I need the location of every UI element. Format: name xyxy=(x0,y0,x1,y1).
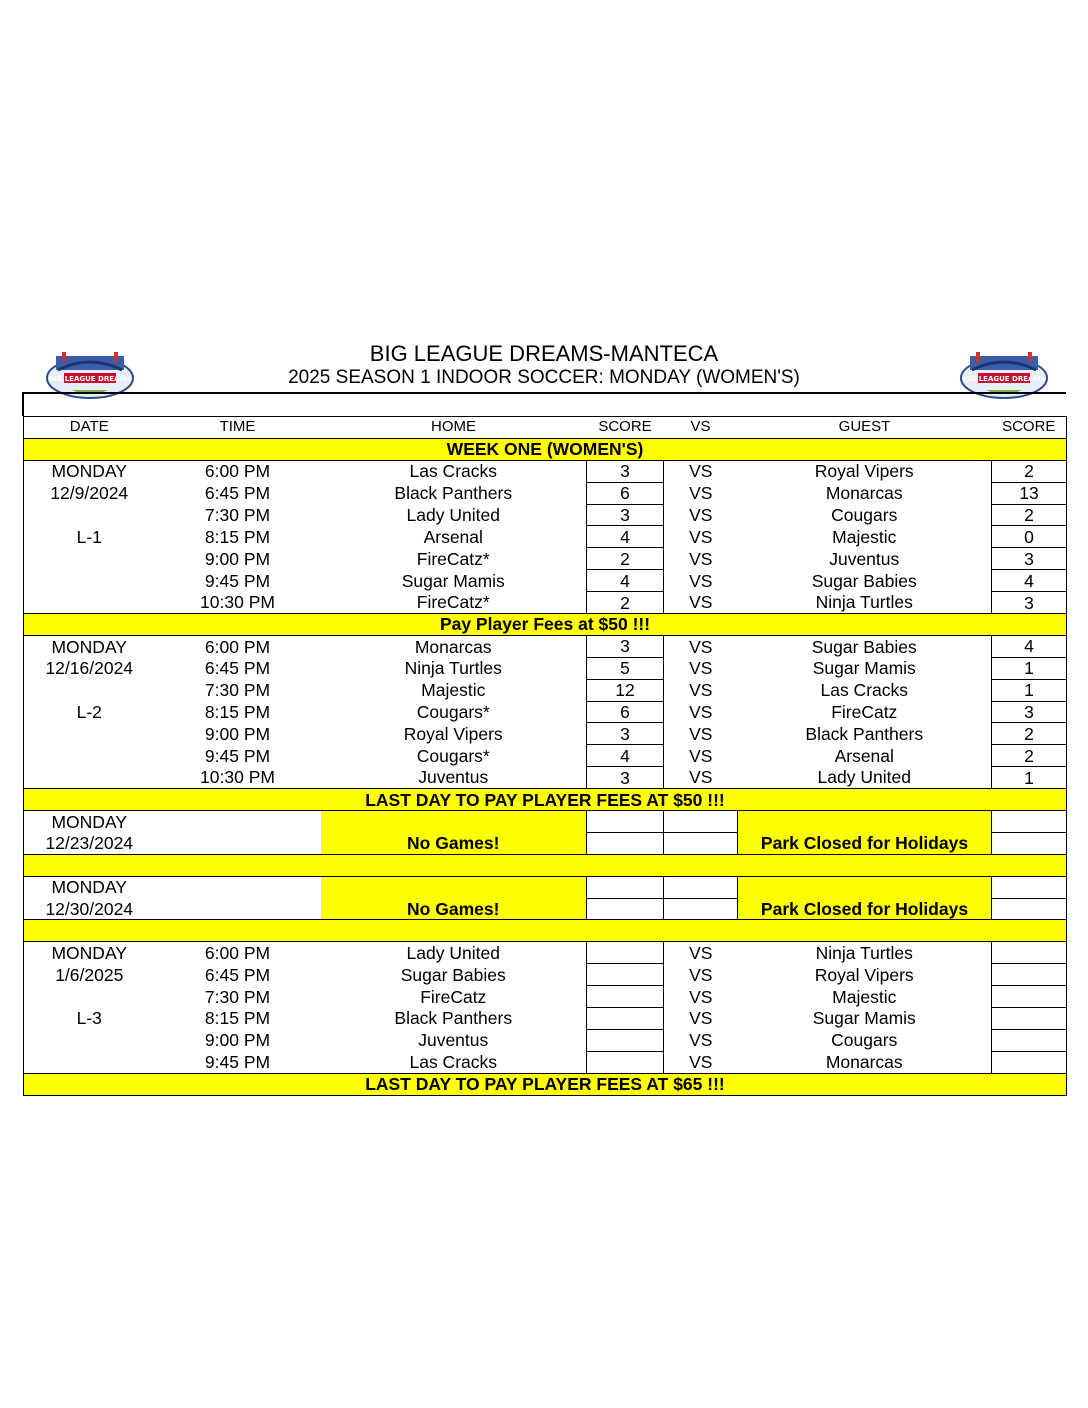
header-row xyxy=(24,417,1067,439)
empty-cell xyxy=(155,811,321,833)
game-time: 9:45 PM xyxy=(204,570,271,591)
date-cell xyxy=(24,1051,155,1073)
guest-score xyxy=(992,942,1067,964)
week-one-banner: WEEK ONE (WOMEN'S) xyxy=(24,438,1067,460)
league-label: L-1 xyxy=(24,526,155,548)
col-home-score-header: SCORE xyxy=(587,417,664,439)
game-row xyxy=(24,767,1067,789)
guest-score: 3 xyxy=(992,548,1067,570)
home-team: Ninja Turtles xyxy=(404,658,502,679)
blank-cell xyxy=(24,854,1067,876)
home-team: Black Panthers xyxy=(394,1008,513,1029)
home-score: 5 xyxy=(587,657,664,679)
game-row xyxy=(24,548,1067,570)
vs-cell xyxy=(664,898,738,920)
vs-label: VS xyxy=(689,592,713,613)
banner-row xyxy=(24,789,1067,811)
home-score xyxy=(587,1051,664,1073)
guest-score: 4 xyxy=(992,570,1067,592)
date-cell xyxy=(24,723,155,745)
guest-team: Arsenal xyxy=(834,745,894,766)
logo-text: BIG LEAGUE DREAMS xyxy=(962,375,1046,383)
vs-label: VS xyxy=(689,1030,713,1051)
vs-cell xyxy=(664,876,738,898)
guest-team: Ninja Turtles xyxy=(815,943,913,964)
home-score: 2 xyxy=(587,592,664,614)
holiday-row xyxy=(24,832,1067,854)
date-cell xyxy=(24,548,155,570)
vs-label: VS xyxy=(689,483,713,504)
game-time: 6:00 PM xyxy=(204,943,271,964)
game-time: 7:30 PM xyxy=(204,680,271,701)
vs-label: VS xyxy=(689,964,713,985)
game-row xyxy=(24,1029,1067,1051)
park-closed-cell xyxy=(738,876,992,898)
guest-score xyxy=(992,964,1067,986)
col-time-header: TIME xyxy=(155,417,321,439)
guest-score: 2 xyxy=(992,745,1067,767)
col-date-header: DATE xyxy=(24,417,155,439)
guest-team: Royal Vipers xyxy=(814,964,914,985)
guest-score: 2 xyxy=(992,460,1067,482)
game-row xyxy=(24,570,1067,592)
guest-score: 3 xyxy=(992,701,1067,723)
game-time: 9:45 PM xyxy=(204,745,271,766)
game-time: 9:00 PM xyxy=(204,548,271,569)
col-home-header: HOME xyxy=(321,417,587,439)
guest-team: Cougars xyxy=(831,505,898,525)
empty-cell xyxy=(155,898,321,920)
guest-team: Sugar Babies xyxy=(811,570,917,591)
game-row xyxy=(24,964,1067,986)
game-time: 8:15 PM xyxy=(204,526,271,547)
home-score: 4 xyxy=(587,526,664,548)
guest-score: 3 xyxy=(992,592,1067,614)
date-label: 12/23/2024 xyxy=(24,832,155,854)
col-vs-header: VS xyxy=(664,417,738,439)
home-score: 6 xyxy=(587,482,664,504)
last-day-50-banner: LAST DAY TO PAY PLAYER FEES AT $50 !!! xyxy=(24,789,1067,811)
game-time: 6:45 PM xyxy=(204,483,271,504)
home-team: Arsenal xyxy=(423,526,483,547)
park-closed-label: Park Closed for Holidays xyxy=(738,832,992,854)
guest-team: Ninja Turtles xyxy=(815,592,913,613)
game-time: 7:30 PM xyxy=(204,505,271,525)
guest-team: FireCatz xyxy=(831,702,898,723)
vs-label: VS xyxy=(689,526,713,547)
home-team: Las Cracks xyxy=(409,461,498,482)
col-guest-header: GUEST xyxy=(738,417,992,439)
date-cell xyxy=(24,592,155,614)
game-row xyxy=(24,460,1067,482)
game-time: 9:00 PM xyxy=(204,1030,271,1051)
day-label: MONDAY xyxy=(24,876,155,898)
day-label: MONDAY xyxy=(24,811,155,833)
guest-team: Monarcas xyxy=(825,1052,903,1073)
home-team: Royal Vipers xyxy=(403,723,503,744)
home-team: FireCatz xyxy=(420,986,487,1007)
date-cell xyxy=(24,767,155,789)
guest-score xyxy=(992,811,1067,833)
league-label: L-2 xyxy=(24,701,155,723)
guest-score: 2 xyxy=(992,723,1067,745)
spacer-row xyxy=(24,854,1067,876)
guest-team: Las Cracks xyxy=(820,680,909,701)
game-row xyxy=(24,1051,1067,1073)
game-row xyxy=(24,701,1067,723)
guest-score xyxy=(992,1051,1067,1073)
home-score: 3 xyxy=(587,460,664,482)
game-row xyxy=(24,986,1067,1008)
home-score: 4 xyxy=(587,745,664,767)
guest-score xyxy=(992,832,1067,854)
guest-team: Royal Vipers xyxy=(814,461,914,482)
home-score xyxy=(587,964,664,986)
game-time: 7:30 PM xyxy=(204,986,271,1007)
home-team: Black Panthers xyxy=(394,483,513,504)
guest-score xyxy=(992,898,1067,920)
date-cell xyxy=(24,570,155,592)
guest-team: Sugar Mamis xyxy=(812,1008,916,1029)
home-team: Majestic xyxy=(421,680,486,701)
vs-label: VS xyxy=(689,636,713,657)
home-score xyxy=(587,811,664,833)
game-time: 8:15 PM xyxy=(204,702,271,723)
guest-score: 4 xyxy=(992,635,1067,657)
game-row xyxy=(24,504,1067,526)
guest-score: 1 xyxy=(992,767,1067,789)
guest-team: Black Panthers xyxy=(805,723,924,744)
game-time: 6:00 PM xyxy=(204,461,271,482)
page-subtitle: 2025 SEASON 1 INDOOR SOCCER: MONDAY (WOMEN'S) xyxy=(288,367,800,388)
holiday-row xyxy=(24,811,1067,833)
no-games-label: No Games! xyxy=(321,832,587,854)
empty-cell xyxy=(155,832,321,854)
vs-cell xyxy=(664,811,738,833)
guest-team: Majestic xyxy=(832,986,897,1007)
guest-score: 0 xyxy=(992,526,1067,548)
date-label: 12/30/2024 xyxy=(24,898,155,920)
guest-team: Majestic xyxy=(832,526,897,547)
game-time: 10:30 PM xyxy=(200,767,275,788)
home-score: 12 xyxy=(587,679,664,701)
vs-label: VS xyxy=(689,1008,713,1029)
date-cell xyxy=(24,504,155,526)
vs-label: VS xyxy=(689,943,713,964)
date-cell xyxy=(24,986,155,1008)
home-team: Sugar Mamis xyxy=(401,570,505,591)
date-cell xyxy=(24,679,155,701)
vs-label: VS xyxy=(689,1052,713,1073)
home-team: Monarcas xyxy=(414,636,492,657)
game-row xyxy=(24,657,1067,679)
game-time: 6:00 PM xyxy=(204,636,271,657)
date-cell xyxy=(24,1029,155,1051)
game-time: 8:15 PM xyxy=(204,1008,271,1029)
home-score: 2 xyxy=(587,548,664,570)
home-team: Cougars* xyxy=(416,702,490,723)
home-score: 4 xyxy=(587,570,664,592)
home-score xyxy=(587,1029,664,1051)
no-games-cell xyxy=(321,876,587,898)
game-row xyxy=(24,635,1067,657)
date-cell xyxy=(24,745,155,767)
park-closed-cell xyxy=(738,811,992,833)
vs-label: VS xyxy=(689,986,713,1007)
banner-row xyxy=(24,1073,1067,1095)
pay-fees-banner: Pay Player Fees at $50 !!! xyxy=(24,614,1067,636)
guest-team: Sugar Mamis xyxy=(812,658,916,679)
guest-score xyxy=(992,1029,1067,1051)
guest-score xyxy=(992,876,1067,898)
home-team: Juventus xyxy=(418,1030,489,1051)
guest-score: 1 xyxy=(992,679,1067,701)
home-team: FireCatz* xyxy=(416,592,490,613)
no-games-cell xyxy=(321,811,587,833)
guest-score xyxy=(992,986,1067,1008)
game-row xyxy=(24,745,1067,767)
game-row xyxy=(24,679,1067,701)
game-time: 6:45 PM xyxy=(204,658,271,679)
day-label: MONDAY xyxy=(24,460,155,482)
home-score xyxy=(587,986,664,1008)
league-label: L-3 xyxy=(24,1008,155,1030)
vs-label: VS xyxy=(689,680,713,701)
date-label: 1/6/2025 xyxy=(24,964,155,986)
home-score xyxy=(587,942,664,964)
game-time: 9:00 PM xyxy=(204,723,271,744)
col-guest-score-header: SCORE xyxy=(992,417,1067,439)
no-games-label: No Games! xyxy=(321,898,587,920)
game-row xyxy=(24,723,1067,745)
date-label: 12/16/2024 xyxy=(24,657,155,679)
home-team: Sugar Babies xyxy=(400,964,506,985)
day-label: MONDAY xyxy=(24,942,155,964)
vs-label: VS xyxy=(689,548,713,569)
home-score: 3 xyxy=(587,767,664,789)
guest-team: Monarcas xyxy=(825,483,903,504)
guest-team: Lady United xyxy=(817,767,911,788)
spacer-row xyxy=(24,920,1067,942)
guest-score xyxy=(992,1008,1067,1030)
home-team: Las Cracks xyxy=(409,1052,498,1073)
day-label: MONDAY xyxy=(24,635,155,657)
home-score: 3 xyxy=(587,504,664,526)
park-closed-label: Park Closed for Holidays xyxy=(738,898,992,920)
banner-row xyxy=(24,438,1067,460)
home-score xyxy=(587,1008,664,1030)
vs-label: VS xyxy=(689,723,713,744)
home-score xyxy=(587,876,664,898)
game-row xyxy=(24,592,1067,614)
game-row xyxy=(24,1008,1067,1030)
vs-label: VS xyxy=(689,461,713,482)
last-day-65-banner: LAST DAY TO PAY PLAYER FEES AT $65 !!! xyxy=(24,1073,1067,1095)
vs-label: VS xyxy=(689,658,713,679)
vs-label: VS xyxy=(689,505,713,525)
guest-score: 13 xyxy=(992,482,1067,504)
blank-cell xyxy=(24,920,1067,942)
home-team: Lady United xyxy=(406,943,500,964)
vs-label: VS xyxy=(689,767,713,788)
guest-score: 2 xyxy=(992,504,1067,526)
home-score: 3 xyxy=(587,723,664,745)
game-row xyxy=(24,482,1067,504)
game-time: 9:45 PM xyxy=(204,1052,271,1073)
empty-cell xyxy=(155,876,321,898)
home-score: 3 xyxy=(587,635,664,657)
game-row xyxy=(24,526,1067,548)
holiday-row xyxy=(24,898,1067,920)
game-time: 6:45 PM xyxy=(204,964,271,985)
home-team: FireCatz* xyxy=(416,548,490,569)
holiday-row xyxy=(24,876,1067,898)
home-score xyxy=(587,898,664,920)
schedule-table xyxy=(23,416,1067,1096)
game-row xyxy=(24,942,1067,964)
home-score xyxy=(587,832,664,854)
vs-label: VS xyxy=(689,570,713,591)
banner-row xyxy=(24,614,1067,636)
guest-score: 1 xyxy=(992,657,1067,679)
guest-team: Cougars xyxy=(831,1030,898,1051)
guest-team: Juventus xyxy=(829,548,900,569)
vs-label: VS xyxy=(689,702,713,723)
date-label: 12/9/2024 xyxy=(24,482,155,504)
vs-cell xyxy=(664,832,738,854)
home-team: Lady United xyxy=(406,505,500,525)
home-team: Cougars* xyxy=(416,745,490,766)
logo-text: BIG LEAGUE DREAMS xyxy=(48,375,132,383)
home-team: Juventus xyxy=(418,767,489,788)
vs-label: VS xyxy=(689,745,713,766)
guest-team: Sugar Babies xyxy=(811,636,917,657)
page-title: BIG LEAGUE DREAMS-MANTECA xyxy=(369,341,719,366)
game-time: 10:30 PM xyxy=(200,592,275,613)
table-frame-top xyxy=(22,392,1066,416)
home-score: 6 xyxy=(587,701,664,723)
